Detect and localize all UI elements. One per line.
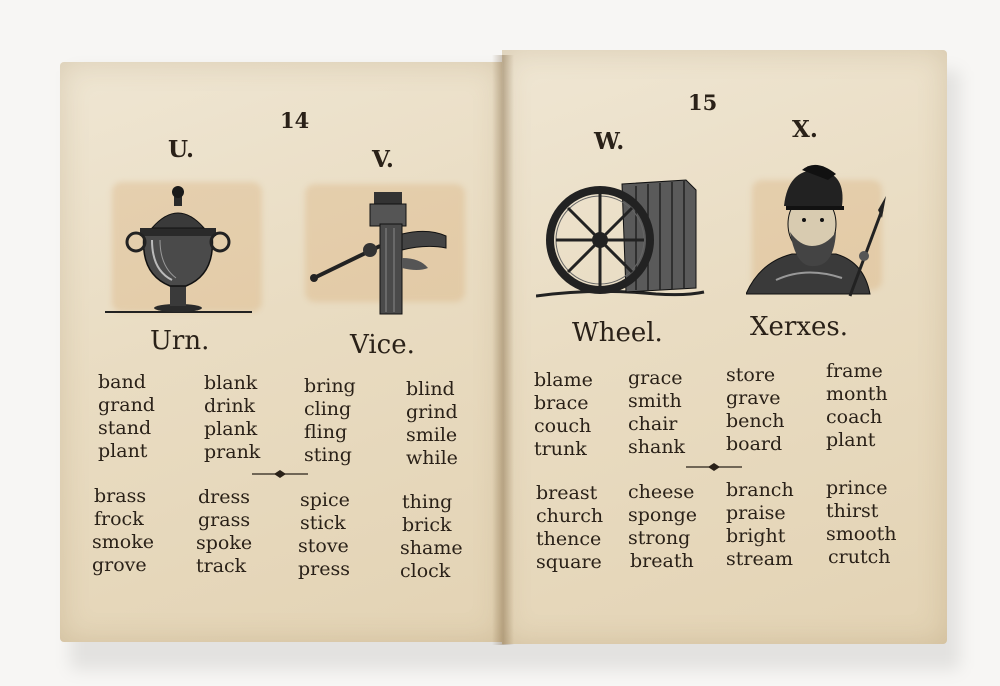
word: frock [94, 508, 144, 530]
word: bench [726, 410, 785, 432]
word: thence [536, 528, 602, 550]
word: grave [726, 387, 781, 409]
word: spice [300, 489, 350, 511]
word: stand [98, 417, 152, 439]
word: press [298, 558, 350, 580]
letter-heading-x: X. [792, 116, 818, 143]
word: square [536, 551, 602, 573]
divider-ornament [684, 461, 744, 473]
word: couch [534, 415, 592, 437]
word: drink [204, 395, 256, 417]
word: branch [726, 479, 794, 501]
word: board [726, 433, 783, 455]
word: grass [198, 509, 251, 531]
word: brass [94, 485, 147, 507]
word: crutch [828, 546, 891, 568]
word: grace [628, 367, 683, 389]
caption-urn: Urn. [150, 326, 210, 356]
word: trunk [534, 438, 587, 460]
word: bring [304, 375, 356, 397]
left-page [60, 62, 502, 642]
right-page [502, 50, 947, 644]
word: shank [628, 436, 686, 458]
wheel-engraving [536, 170, 706, 302]
word: smith [628, 390, 682, 412]
word: stick [300, 512, 346, 534]
divider-ornament [250, 468, 310, 480]
word: plant [826, 429, 876, 451]
letter-heading-w: W. [594, 128, 625, 155]
word: plant [98, 440, 148, 462]
caption-wheel: Wheel. [572, 318, 663, 348]
page-number: 14 [280, 108, 310, 133]
vice-engraving [308, 188, 458, 318]
word: grind [406, 401, 458, 423]
word: shame [400, 537, 463, 559]
letter-heading-v: V. [372, 146, 394, 173]
word: smooth [826, 523, 897, 545]
word: cheese [628, 481, 695, 503]
word: chair [628, 413, 678, 435]
word: grove [92, 554, 147, 576]
word: spoke [196, 532, 253, 554]
urn-engraving [100, 182, 260, 317]
word: grand [98, 394, 155, 416]
word: praise [726, 502, 786, 524]
word: blank [204, 372, 258, 394]
xerxes-engraving [746, 162, 888, 298]
word: breast [536, 482, 598, 504]
word: fling [304, 421, 348, 443]
word: thing [402, 491, 453, 513]
word: breath [630, 550, 694, 572]
caption-xerxes: Xerxes. [750, 312, 848, 342]
word: frame [826, 360, 883, 382]
word: brace [534, 392, 589, 414]
word: month [826, 383, 888, 405]
word: strong [628, 527, 691, 549]
word: while [406, 447, 458, 469]
caption-vice: Vice. [350, 330, 415, 360]
word: stove [298, 535, 349, 557]
word: dress [198, 486, 250, 508]
word: smile [406, 424, 458, 446]
word: church [536, 505, 604, 527]
word: blame [534, 369, 593, 391]
word: sting [304, 444, 352, 466]
word: store [726, 364, 776, 386]
word: cling [304, 398, 352, 420]
word: band [98, 371, 146, 393]
word: prince [826, 477, 888, 499]
book-gutter [492, 55, 514, 645]
word: thirst [826, 500, 879, 522]
word: sponge [628, 504, 697, 526]
word: track [196, 555, 247, 577]
word: bright [726, 525, 786, 547]
word: clock [400, 560, 451, 582]
word: coach [826, 406, 883, 428]
word: blind [406, 378, 455, 400]
word: smoke [92, 531, 154, 553]
letter-heading-u: U. [168, 136, 194, 163]
word: brick [402, 514, 452, 536]
word: prank [204, 441, 261, 463]
word: plank [204, 418, 258, 440]
word: stream [726, 548, 794, 570]
page-number: 15 [688, 90, 718, 115]
